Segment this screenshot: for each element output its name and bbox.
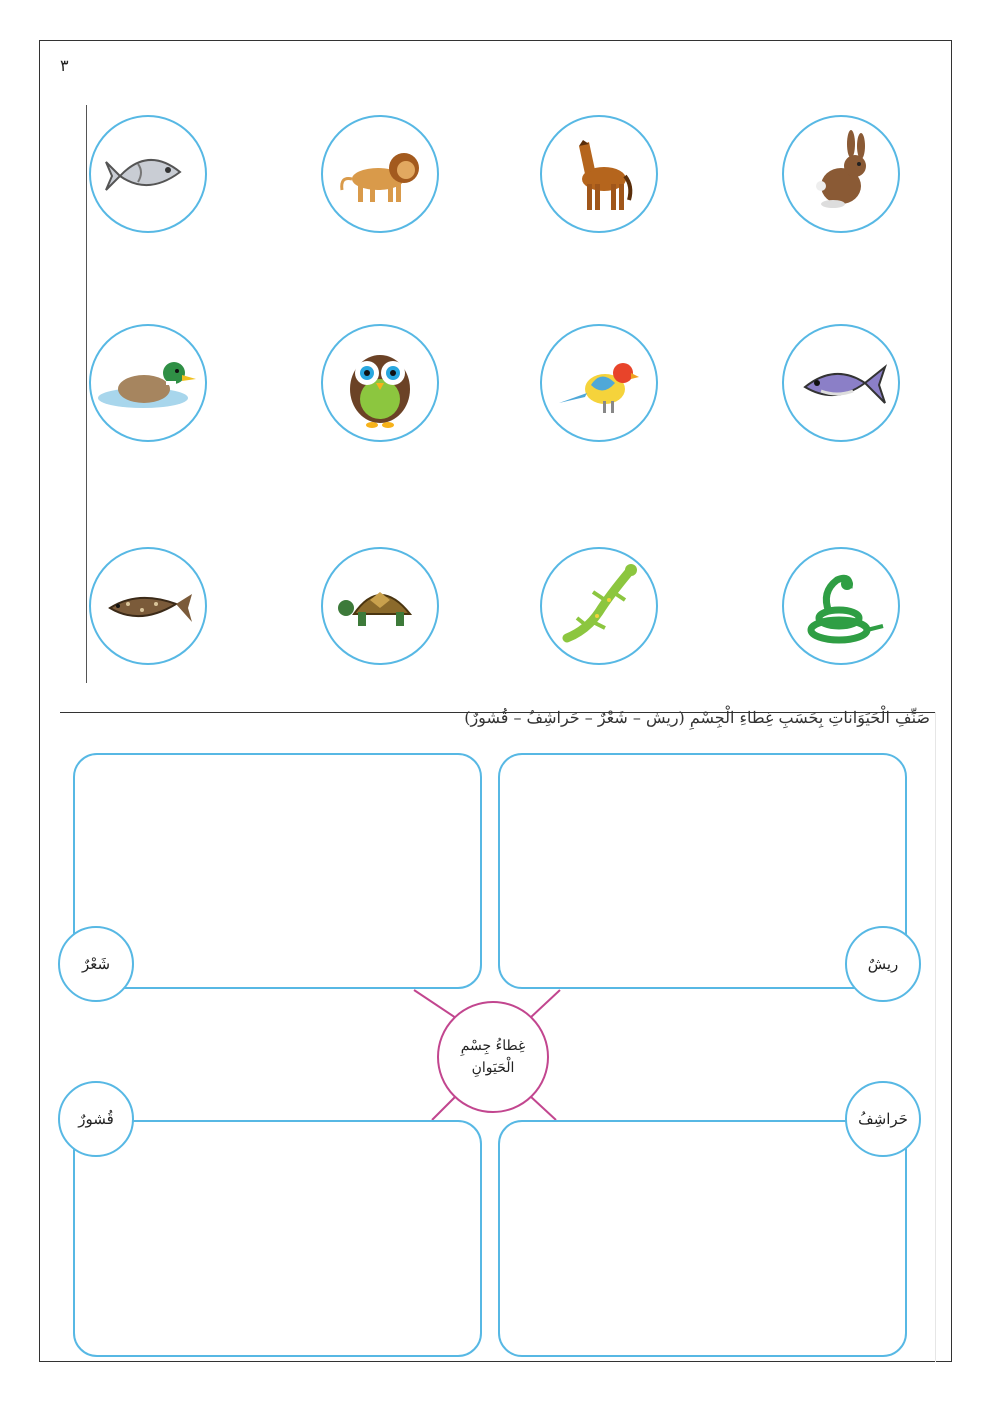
animal-circle-snake <box>782 547 900 665</box>
animal-circle-tortoise <box>321 547 439 665</box>
animal-circle-lion <box>321 115 439 233</box>
owl-icon <box>330 333 430 433</box>
hair-answer-box[interactable] <box>73 753 482 989</box>
animal-circle-owl <box>321 324 439 442</box>
page-number: ٣ <box>60 56 69 75</box>
snake-icon <box>791 556 891 656</box>
center-topic-line1: غِطاءُ جِسْمِ <box>460 1037 526 1054</box>
duck-icon <box>98 333 198 433</box>
animal-circle-horse <box>540 115 658 233</box>
grouper-fish-icon <box>98 556 198 656</box>
bird-icon <box>549 333 649 433</box>
center-topic-line2: الْحَيَوانِ <box>471 1060 515 1076</box>
fish-icon <box>791 333 891 433</box>
animal-circle-fish-pomfret <box>89 115 207 233</box>
vertical-divider <box>86 105 87 683</box>
feathers-label: ريشٌ <box>845 926 921 1002</box>
scales-label: حَراشِفُ <box>845 1081 921 1157</box>
scales-answer-box[interactable] <box>498 1120 907 1357</box>
instruction-text: صَنِّفِ الْحَيَوَاناتِ بِحَسَبِ غِطاءِ الْجِسْمِ (ريش – شَعْرٌ – حَراشِفُ – قُشورٌ) <box>464 708 930 727</box>
right-edge-rule <box>935 712 936 1362</box>
center-topic-circle <box>437 1001 549 1113</box>
animal-circle-lizard <box>540 547 658 665</box>
animal-circle-duck <box>89 324 207 442</box>
rabbit-icon <box>791 124 891 224</box>
shells-answer-box[interactable] <box>73 1120 482 1357</box>
lion-icon <box>330 124 430 224</box>
lizard-icon <box>549 556 649 656</box>
animal-circle-fish <box>782 324 900 442</box>
horse-icon <box>549 124 649 224</box>
animal-circle-rabbit <box>782 115 900 233</box>
animal-circle-bird <box>540 324 658 442</box>
shells-label: قُشورٌ <box>58 1081 134 1157</box>
hair-label: شَعْرٌ <box>58 926 134 1002</box>
fish-pomfret-icon <box>98 124 198 224</box>
animal-circle-grouper-fish <box>89 547 207 665</box>
tortoise-icon <box>330 556 430 656</box>
